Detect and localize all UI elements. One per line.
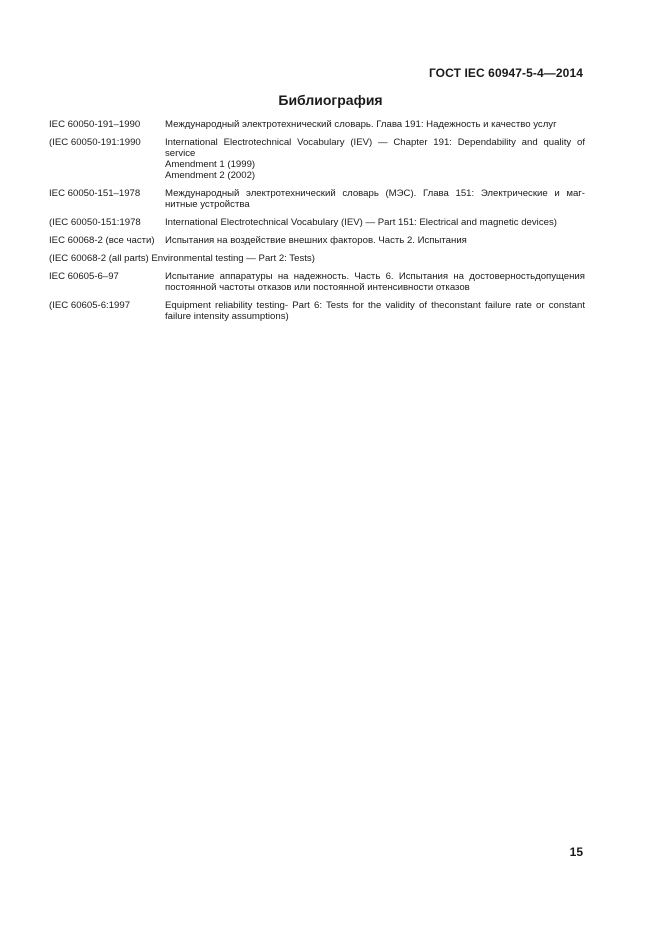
entry-line: Испытания на воздействие внешних факторов. Часть 2. Испытания	[165, 235, 467, 246]
entry-description	[165, 217, 585, 228]
entry-line: Испытание аппаратуры на надежность. Часть 6. Испытания на достоверностьдопущения постоянной частоты отказов или постоянной интенсивности отказов	[165, 271, 585, 293]
entry-line: Amendment 2 (2002)	[165, 170, 256, 181]
entry-line: Equipment reliability testing- Part 6: Tests for the validity of theconstant failure rate or constant failure intensity assumptions)	[165, 300, 585, 322]
entry-reference: IEC 60050-191–1990	[49, 119, 141, 130]
bibliography-entry	[49, 188, 585, 210]
bibliography-entry	[49, 300, 585, 322]
entry-line: Amendment 1 (1999)	[165, 159, 256, 170]
entry-description	[165, 271, 585, 293]
entry-reference: IEC 60068-2 (все части)	[49, 235, 155, 246]
entry-description	[165, 137, 585, 181]
entry-reference: (IEC 60605-6:1997	[49, 300, 131, 311]
bibliography-entry	[49, 137, 585, 181]
entry-description	[165, 300, 585, 322]
bibliography-entry	[49, 217, 585, 228]
entry-reference: (IEC 60050-151:1978	[49, 217, 141, 228]
entry-reference: IEC 60605-6–97	[49, 271, 119, 282]
bibliography-entry	[49, 271, 585, 293]
bibliography-entry	[49, 235, 585, 246]
entry-line: Международный электротехнический словарь. Глава 191: Надежность и качество услуг	[165, 119, 557, 130]
entry-line: Международный электротехнический словарь (МЭС). Глава 151: Электрические и маг-нитные устройства	[165, 188, 585, 210]
entry-description	[165, 119, 585, 130]
entry-description	[165, 188, 585, 210]
entry-description	[165, 235, 585, 246]
page-number: 15	[569, 845, 583, 859]
bibliography-list	[49, 119, 585, 329]
page-title: Библиография	[278, 92, 383, 108]
bibliography-entry	[49, 119, 585, 130]
bibliography-full-line: (IEC 60068-2 (all parts) Environmental testing — Part 2: Tests)	[49, 253, 315, 264]
entry-line: International Electrotechnical Vocabulary (IEV) — Part 151: Electrical and magnetic devices)	[165, 217, 557, 228]
entry-reference: IEC 60050-151–1978	[49, 188, 141, 199]
entry-reference: (IEC 60050-191:1990	[49, 137, 141, 148]
entry-line: International Electrotechnical Vocabulary (IEV) — Chapter 191: Dependability and quality of service	[165, 137, 585, 159]
document-code: ГОСТ IEC 60947-5-4—2014	[428, 66, 583, 80]
